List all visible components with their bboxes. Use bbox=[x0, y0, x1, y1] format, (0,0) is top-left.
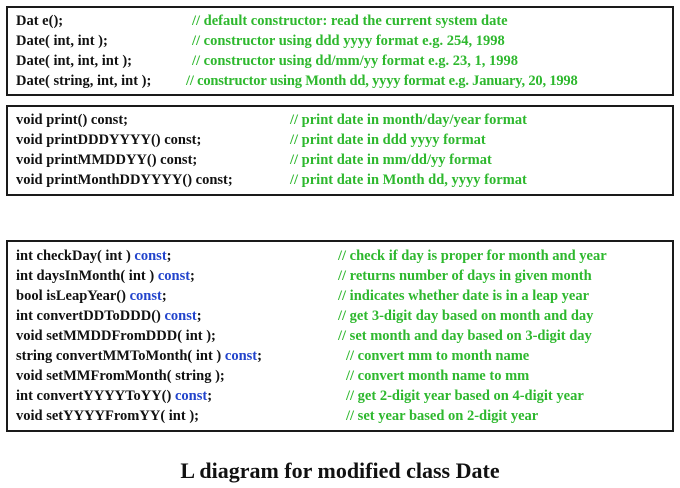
signature-terminator: ; bbox=[161, 288, 167, 304]
code-signature: void print() const; bbox=[16, 112, 128, 128]
code-row bbox=[8, 246, 672, 266]
code-comment: // set year based on 2-digit year bbox=[346, 408, 539, 424]
code-signature: void setYYYYFromYY( int ); bbox=[16, 408, 199, 424]
const-keyword: const bbox=[134, 248, 167, 264]
code-signature: void printMonthDDYYYY() const; bbox=[16, 172, 233, 188]
signature-text: int convertDDToDDD() bbox=[16, 308, 161, 324]
code-comment: // get 2-digit year based on 4-digit year bbox=[346, 388, 584, 404]
code-comment: // convert mm to month name bbox=[346, 348, 530, 364]
signature-text: bool isLeapYear() bbox=[16, 288, 126, 304]
const-keyword: const bbox=[174, 388, 208, 404]
code-signature: void printDDDYYYY() const; bbox=[16, 132, 202, 148]
code-row bbox=[8, 150, 672, 170]
code-signature: void setMMFromMonth( string ); bbox=[16, 368, 225, 384]
code-row bbox=[8, 346, 672, 366]
code-signature bbox=[16, 346, 262, 366]
code-comment: // constructor using Month dd, yyyy format e.g. January, 20, 1998 bbox=[186, 73, 578, 89]
code-comment: // print date in ddd yyyy format bbox=[290, 132, 486, 148]
code-signature bbox=[16, 266, 195, 286]
signature-terminator: ; bbox=[166, 248, 172, 264]
utility-methods-box bbox=[6, 240, 674, 432]
diagram-caption: L diagram for modified class Date bbox=[180, 458, 500, 483]
code-comment: // constructor using dd/mm/yy format e.g. 23, 1, 1998 bbox=[192, 53, 518, 69]
code-comment: // indicates whether date is in a leap year bbox=[338, 288, 590, 304]
code-row bbox=[8, 406, 672, 426]
code-signature bbox=[16, 286, 167, 306]
code-comment: // set month and day based on 3-digit day bbox=[338, 328, 592, 344]
signature-terminator: ; bbox=[196, 308, 202, 324]
code-comment: // check if day is proper for month and year bbox=[338, 248, 607, 264]
code-signature: void setMMDDFromDDD( int ); bbox=[16, 328, 216, 344]
code-row bbox=[8, 11, 672, 31]
code-comment: // returns number of days in given month bbox=[338, 268, 592, 284]
code-comment: // default constructor: read the current system date bbox=[192, 13, 508, 29]
code-row bbox=[8, 31, 672, 51]
signature-terminator: ; bbox=[257, 348, 262, 364]
code-row bbox=[8, 51, 672, 71]
constructors-box bbox=[6, 6, 674, 96]
code-row bbox=[8, 130, 672, 150]
code-signature: Date( string, int, int ); bbox=[16, 73, 152, 89]
signature-text: int checkDay( int ) bbox=[16, 248, 131, 264]
const-keyword: const bbox=[164, 308, 197, 324]
const-keyword: const bbox=[157, 268, 191, 284]
const-keyword: const bbox=[129, 288, 162, 304]
code-signature bbox=[16, 246, 172, 266]
code-comment: // print date in month/day/year format bbox=[290, 112, 527, 128]
code-comment: // get 3-digit day based on month and day bbox=[338, 308, 594, 324]
code-comment: // print date in Month dd, yyyy format bbox=[290, 172, 527, 188]
code-signature: Dat e(); bbox=[16, 13, 64, 29]
signature-text: string convertMMToMonth( int ) bbox=[16, 348, 222, 364]
code-signature: Date( int, int, int ); bbox=[16, 53, 132, 69]
code-comment: // constructor using ddd yyyy format e.g. 254, 1998 bbox=[192, 33, 505, 49]
code-signature: Date( int, int ); bbox=[16, 33, 108, 49]
code-row bbox=[8, 326, 672, 346]
signature-terminator: ; bbox=[207, 388, 213, 404]
code-row bbox=[8, 71, 672, 91]
code-signature bbox=[16, 306, 202, 326]
code-comment: // convert month name to mm bbox=[346, 368, 530, 384]
signature-terminator: ; bbox=[190, 268, 195, 284]
code-row bbox=[8, 386, 672, 406]
signature-text: int daysInMonth( int ) bbox=[16, 268, 155, 284]
code-row bbox=[8, 286, 672, 306]
code-row bbox=[8, 170, 672, 190]
code-row bbox=[8, 266, 672, 286]
print-methods-box bbox=[6, 105, 674, 196]
code-signature bbox=[16, 386, 212, 406]
code-signature: void printMMDDYY() const; bbox=[16, 152, 198, 168]
code-row bbox=[8, 366, 672, 386]
const-keyword: const bbox=[224, 348, 258, 364]
code-comment: // print date in mm/dd/yy format bbox=[290, 152, 492, 168]
signature-text: int convertYYYYToYY() bbox=[16, 388, 172, 404]
code-row bbox=[8, 306, 672, 326]
code-row bbox=[8, 110, 672, 130]
